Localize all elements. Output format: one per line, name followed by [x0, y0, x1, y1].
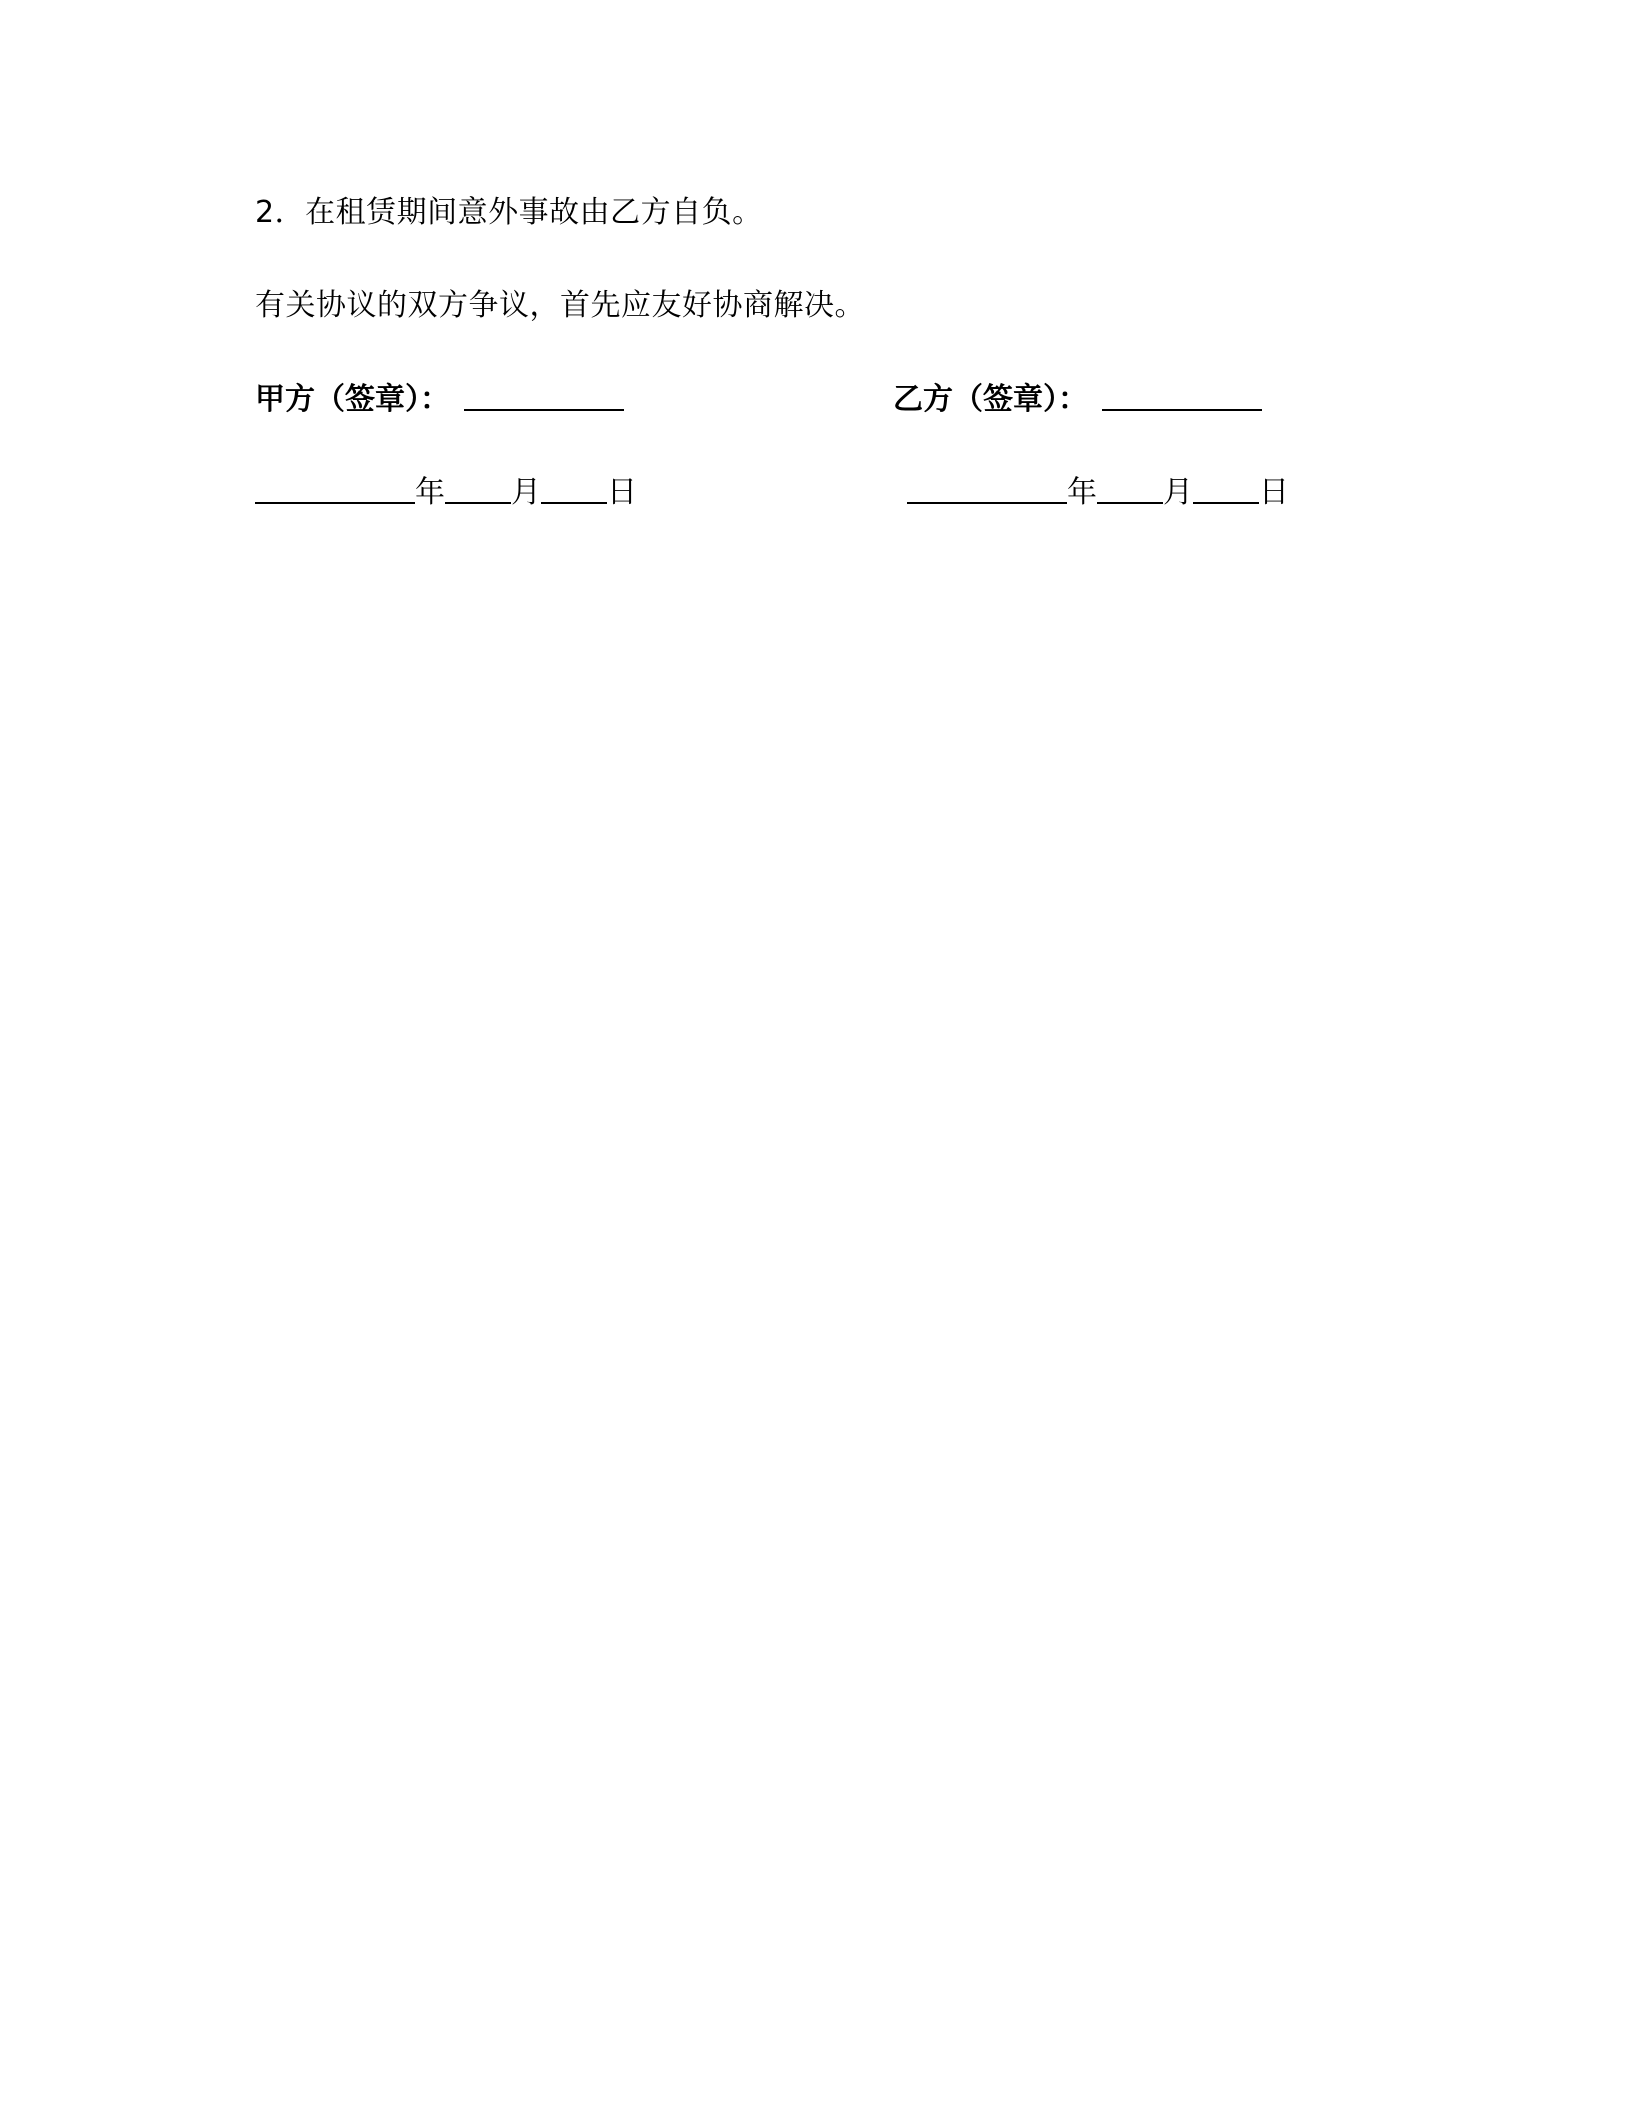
party-a-date: [255, 472, 637, 513]
party-a-day-label: 日: [607, 475, 637, 510]
clause-2: 2．在租赁期间意外事故由乙方自负。: [255, 195, 763, 230]
party-b-signature: [893, 379, 1262, 420]
party-b-month-blank: [1097, 472, 1163, 504]
party-a-day-blank: [541, 472, 607, 504]
party-a-year-label: 年: [415, 475, 445, 510]
party-b-day-label: 日: [1259, 475, 1289, 510]
party-a-year-blank: [255, 472, 415, 504]
party-a-signature: [255, 379, 624, 420]
party-b-year-label: 年: [1067, 475, 1097, 510]
party-b-year-blank: [907, 472, 1067, 504]
dispute-clause: 有关协议的双方争议，首先应友好协商解决。: [255, 288, 865, 323]
party-a-month-label: 月: [511, 475, 541, 510]
party-b-label: 乙方（签章）：: [893, 382, 1088, 417]
party-b-date: [907, 472, 1289, 513]
party-a-label: 甲方（签章）：: [255, 382, 450, 417]
party-a-signature-blank: [464, 379, 624, 411]
party-b-day-blank: [1193, 472, 1259, 504]
party-a-month-blank: [445, 472, 511, 504]
party-b-month-label: 月: [1163, 475, 1193, 510]
party-b-signature-blank: [1102, 379, 1262, 411]
